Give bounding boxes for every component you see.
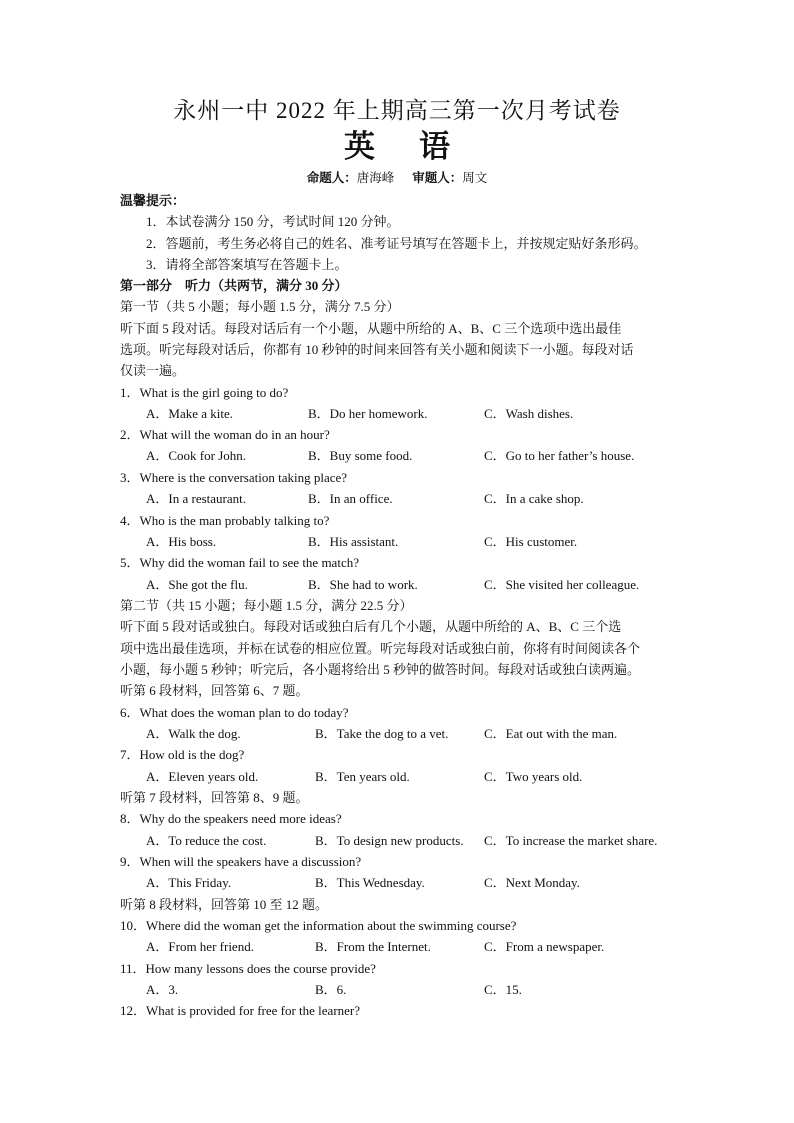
option-c: C．To increase the market share. [484, 833, 658, 848]
question-text: 8．Why do the speakers need more ideas? [120, 811, 342, 826]
question-text: 6．What does the woman plan to do today? [120, 705, 349, 720]
option-a: A．She got the flu. [146, 577, 248, 592]
option-a: A．His boss. [146, 534, 217, 549]
material-note: 听第 7 段材料，回答第 8、9 题。 [120, 790, 309, 805]
exam-title: 永州一中 2022 年上期高三第一次月考试卷 [173, 98, 621, 123]
option-a: A．3. [146, 982, 179, 997]
option-c: C．She visited her colleague. [484, 577, 640, 592]
option-a: A．Make a kite. [146, 406, 234, 421]
option-c: C．Next Monday. [484, 875, 580, 890]
section1-instructions: 听下面 5 段对话。每段对话后有一个小题，从题中所给的 A、B、C 三个选项中选出最佳 [120, 321, 622, 336]
option-c: C．From a newspaper. [484, 939, 605, 954]
question-text: 11．How many lessons does the course provide? [120, 961, 376, 976]
question-text: 1．What is the girl going to do? [120, 385, 289, 400]
author-name: 唐海峰 [356, 171, 395, 185]
subject-char-2: 语 [419, 129, 450, 164]
section1-instructions: 仅读一遍。 [120, 363, 186, 378]
question-text: 12．What is provided for free for the learner? [120, 1003, 361, 1018]
option-a: A．Cook for John. [146, 448, 247, 463]
section2-instructions: 小题，每小题 5 秒钟；听完后，各小题将给出 5 秒钟的做答时间。每段对话或独白读两遍。 [120, 662, 641, 677]
author-label: 命题人： [306, 171, 357, 185]
author-line [0, 169, 794, 187]
option-a: A．From her friend. [146, 939, 254, 954]
notice-item: 1．本试卷满分 150 分，考试时间 120 分钟。 [146, 214, 400, 229]
question-text: 7．How old is the dog? [120, 747, 245, 762]
question-text: 2．What will the woman do in an hour? [120, 427, 330, 442]
notice-label: 温馨提示： [120, 193, 186, 208]
subject-heading [0, 128, 794, 166]
option-c: C．Eat out with the man. [484, 726, 618, 741]
option-a: A．Eleven years old. [146, 769, 259, 784]
option-b: B．His assistant. [308, 534, 399, 549]
option-b: B．In an office. [308, 491, 393, 506]
option-b: B．Do her homework. [308, 406, 428, 421]
part1-heading: 第一部分 听力（共两节，满分 30 分） [120, 278, 348, 293]
option-b: B．Ten years old. [315, 769, 410, 784]
section2-instructions: 项中选出最佳选项，并标在试卷的相应位置。听完每段对话或独白前，你将有时间阅读各个 [120, 641, 641, 656]
notice-item: 3．请将全部答案填写在答题卡上。 [146, 257, 348, 272]
section2-instructions: 听下面 5 段对话或独白。每段对话或独白后有几个小题，从题中所给的 A、B、C 三个选 [120, 619, 622, 634]
option-a: A．Walk the dog. [146, 726, 241, 741]
section1-heading: 第一节（共 5 小题；每小题 1.5 分，满分 7.5 分） [120, 299, 400, 314]
section1-instructions: 选项。听完每段对话后，你都有 10 秒钟的时间来回答有关小题和阅读下一小题。每段对话 [120, 342, 634, 357]
option-c: C．His customer. [484, 534, 578, 549]
subject-char-1: 英 [344, 129, 375, 164]
reviewer-label: 审题人： [412, 171, 463, 185]
material-note: 听第 8 段材料，回答第 10 至 12 题。 [120, 897, 329, 912]
option-c: C．Two years old. [484, 769, 583, 784]
question-text: 3．Where is the conversation taking place? [120, 470, 348, 485]
option-c: C．Wash dishes. [484, 406, 574, 421]
material-note: 听第 6 段材料，回答第 6、7 题。 [120, 683, 309, 698]
question-text: 4．Who is the man probably talking to? [120, 513, 330, 528]
option-b: B．Buy some food. [308, 448, 413, 463]
notice-item: 2．答题前，考生务必将自己的姓名、准考证号填写在答题卡上，并按规定贴好条形码。 [146, 236, 647, 251]
reviewer-name: 周文 [462, 171, 488, 185]
question-text: 10．Where did the woman get the information about the swimming course? [120, 918, 517, 933]
option-b: B．To design new products. [315, 833, 464, 848]
option-b: B．From the Internet. [315, 939, 431, 954]
option-b: B．She had to work. [308, 577, 418, 592]
option-c: C．Go to her father’s house. [484, 448, 635, 463]
question-text: 9．When will the speakers have a discussion? [120, 854, 362, 869]
section2-heading: 第二节（共 15 小题；每小题 1.5 分，满分 22.5 分） [120, 598, 413, 613]
question-text: 5．Why did the woman fail to see the match? [120, 555, 359, 570]
option-c: C．In a cake shop. [484, 491, 584, 506]
option-a: A．This Friday. [146, 875, 232, 890]
option-b: B．Take the dog to a vet. [315, 726, 449, 741]
option-b: B．6. [315, 982, 347, 997]
option-b: B．This Wednesday. [315, 875, 425, 890]
option-a: A．To reduce the cost. [146, 833, 267, 848]
option-c: C．15. [484, 982, 522, 997]
option-a: A．In a restaurant. [146, 491, 246, 506]
